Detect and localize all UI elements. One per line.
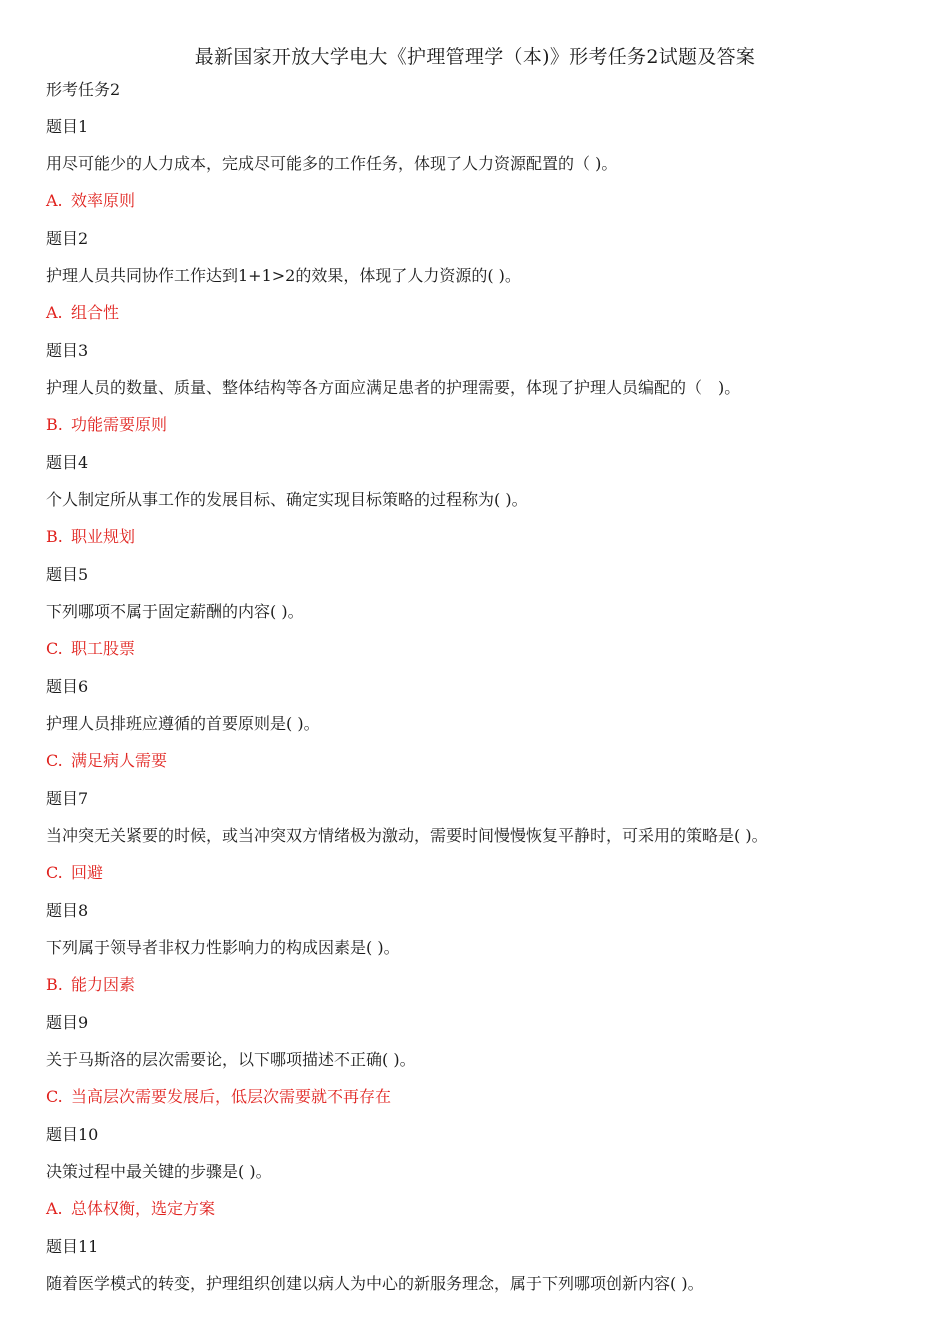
question-label: 题目6: [46, 677, 89, 696]
answer-text: 组合性: [71, 303, 120, 322]
question-answer: [46, 638, 135, 660]
question-text: 当冲突无关紧要的时候，或当冲突双方情绪极为激动，需要时间慢慢恢复平静时，可采用的策略是( )。: [46, 826, 768, 845]
question-answer: [46, 526, 135, 548]
question-answer: [46, 302, 119, 324]
question-label: 题目7: [46, 789, 89, 808]
question-label: 题目1: [46, 117, 89, 136]
section-heading: 形考任务2: [46, 80, 121, 99]
question-answer: [46, 190, 135, 212]
answer-option-letter: A.: [46, 191, 63, 210]
answer-option-letter: A.: [46, 1199, 63, 1218]
answer-option-letter: C.: [46, 863, 63, 882]
answer-text: 总体权衡，选定方案: [71, 1199, 216, 1218]
question-text: 下列属于领导者非权力性影响力的构成因素是( )。: [46, 938, 400, 957]
answer-text: 能力因素: [71, 975, 136, 994]
question-answer: [46, 1086, 391, 1108]
question-label: 题目2: [46, 229, 89, 248]
question-label: 题目3: [46, 341, 89, 360]
answer-option-letter: A.: [46, 303, 63, 322]
answer-text: 当高层次需要发展后，低层次需要就不再存在: [71, 1087, 392, 1106]
question-text: 护理人员的数量、质量、整体结构等各方面应满足患者的护理需要，体现了护理人员编配的（ )。: [46, 378, 741, 397]
question-text: 个人制定所从事工作的发展目标、确定实现目标策略的过程称为( )。: [46, 490, 528, 509]
answer-option-letter: B.: [46, 527, 63, 546]
question-answer: [46, 1198, 215, 1220]
question-label: 题目9: [46, 1013, 89, 1032]
answer-option-letter: C.: [46, 639, 63, 658]
question-answer: [46, 862, 103, 884]
question-answer: [46, 750, 167, 772]
question-text: 用尽可能少的人力成本，完成尽可能多的工作任务，体现了人力资源配置的（ )。: [46, 154, 618, 173]
document-title: 最新国家开放大学电大《护理管理学（本)》形考任务2试题及答案: [194, 46, 756, 68]
question-answer: [46, 974, 135, 996]
question-text: 下列哪项不属于固定薪酬的内容( )。: [46, 602, 304, 621]
answer-text: 职工股票: [71, 639, 136, 658]
question-text: 关于马斯洛的层次需要论，以下哪项描述不正确( )。: [46, 1050, 416, 1069]
question-label: 题目5: [46, 565, 89, 584]
question-label: 题目4: [46, 453, 89, 472]
answer-text: 职业规划: [71, 527, 136, 546]
question-text: 随着医学模式的转变，护理组织创建以病人为中心的新服务理念，属于下列哪项创新内容( )。: [46, 1274, 704, 1293]
question-answer: [46, 414, 167, 436]
question-text: 护理人员共同协作工作达到1+1>2的效果，体现了人力资源的( )。: [46, 266, 521, 285]
answer-option-letter: C.: [46, 751, 63, 770]
answer-text: 效率原则: [71, 191, 136, 210]
question-label: 题目10: [46, 1125, 99, 1144]
question-text: 决策过程中最关键的步骤是( )。: [46, 1162, 272, 1181]
answer-text: 满足病人需要: [71, 751, 168, 770]
answer-text: 功能需要原则: [71, 415, 168, 434]
question-text: 护理人员排班应遵循的首要原则是( )。: [46, 714, 320, 733]
answer-option-letter: C.: [46, 1087, 63, 1106]
answer-text: 回避: [71, 863, 104, 882]
question-label: 题目8: [46, 901, 89, 920]
answer-option-letter: B.: [46, 975, 63, 994]
answer-option-letter: B.: [46, 415, 63, 434]
question-label: 题目11: [46, 1237, 99, 1256]
